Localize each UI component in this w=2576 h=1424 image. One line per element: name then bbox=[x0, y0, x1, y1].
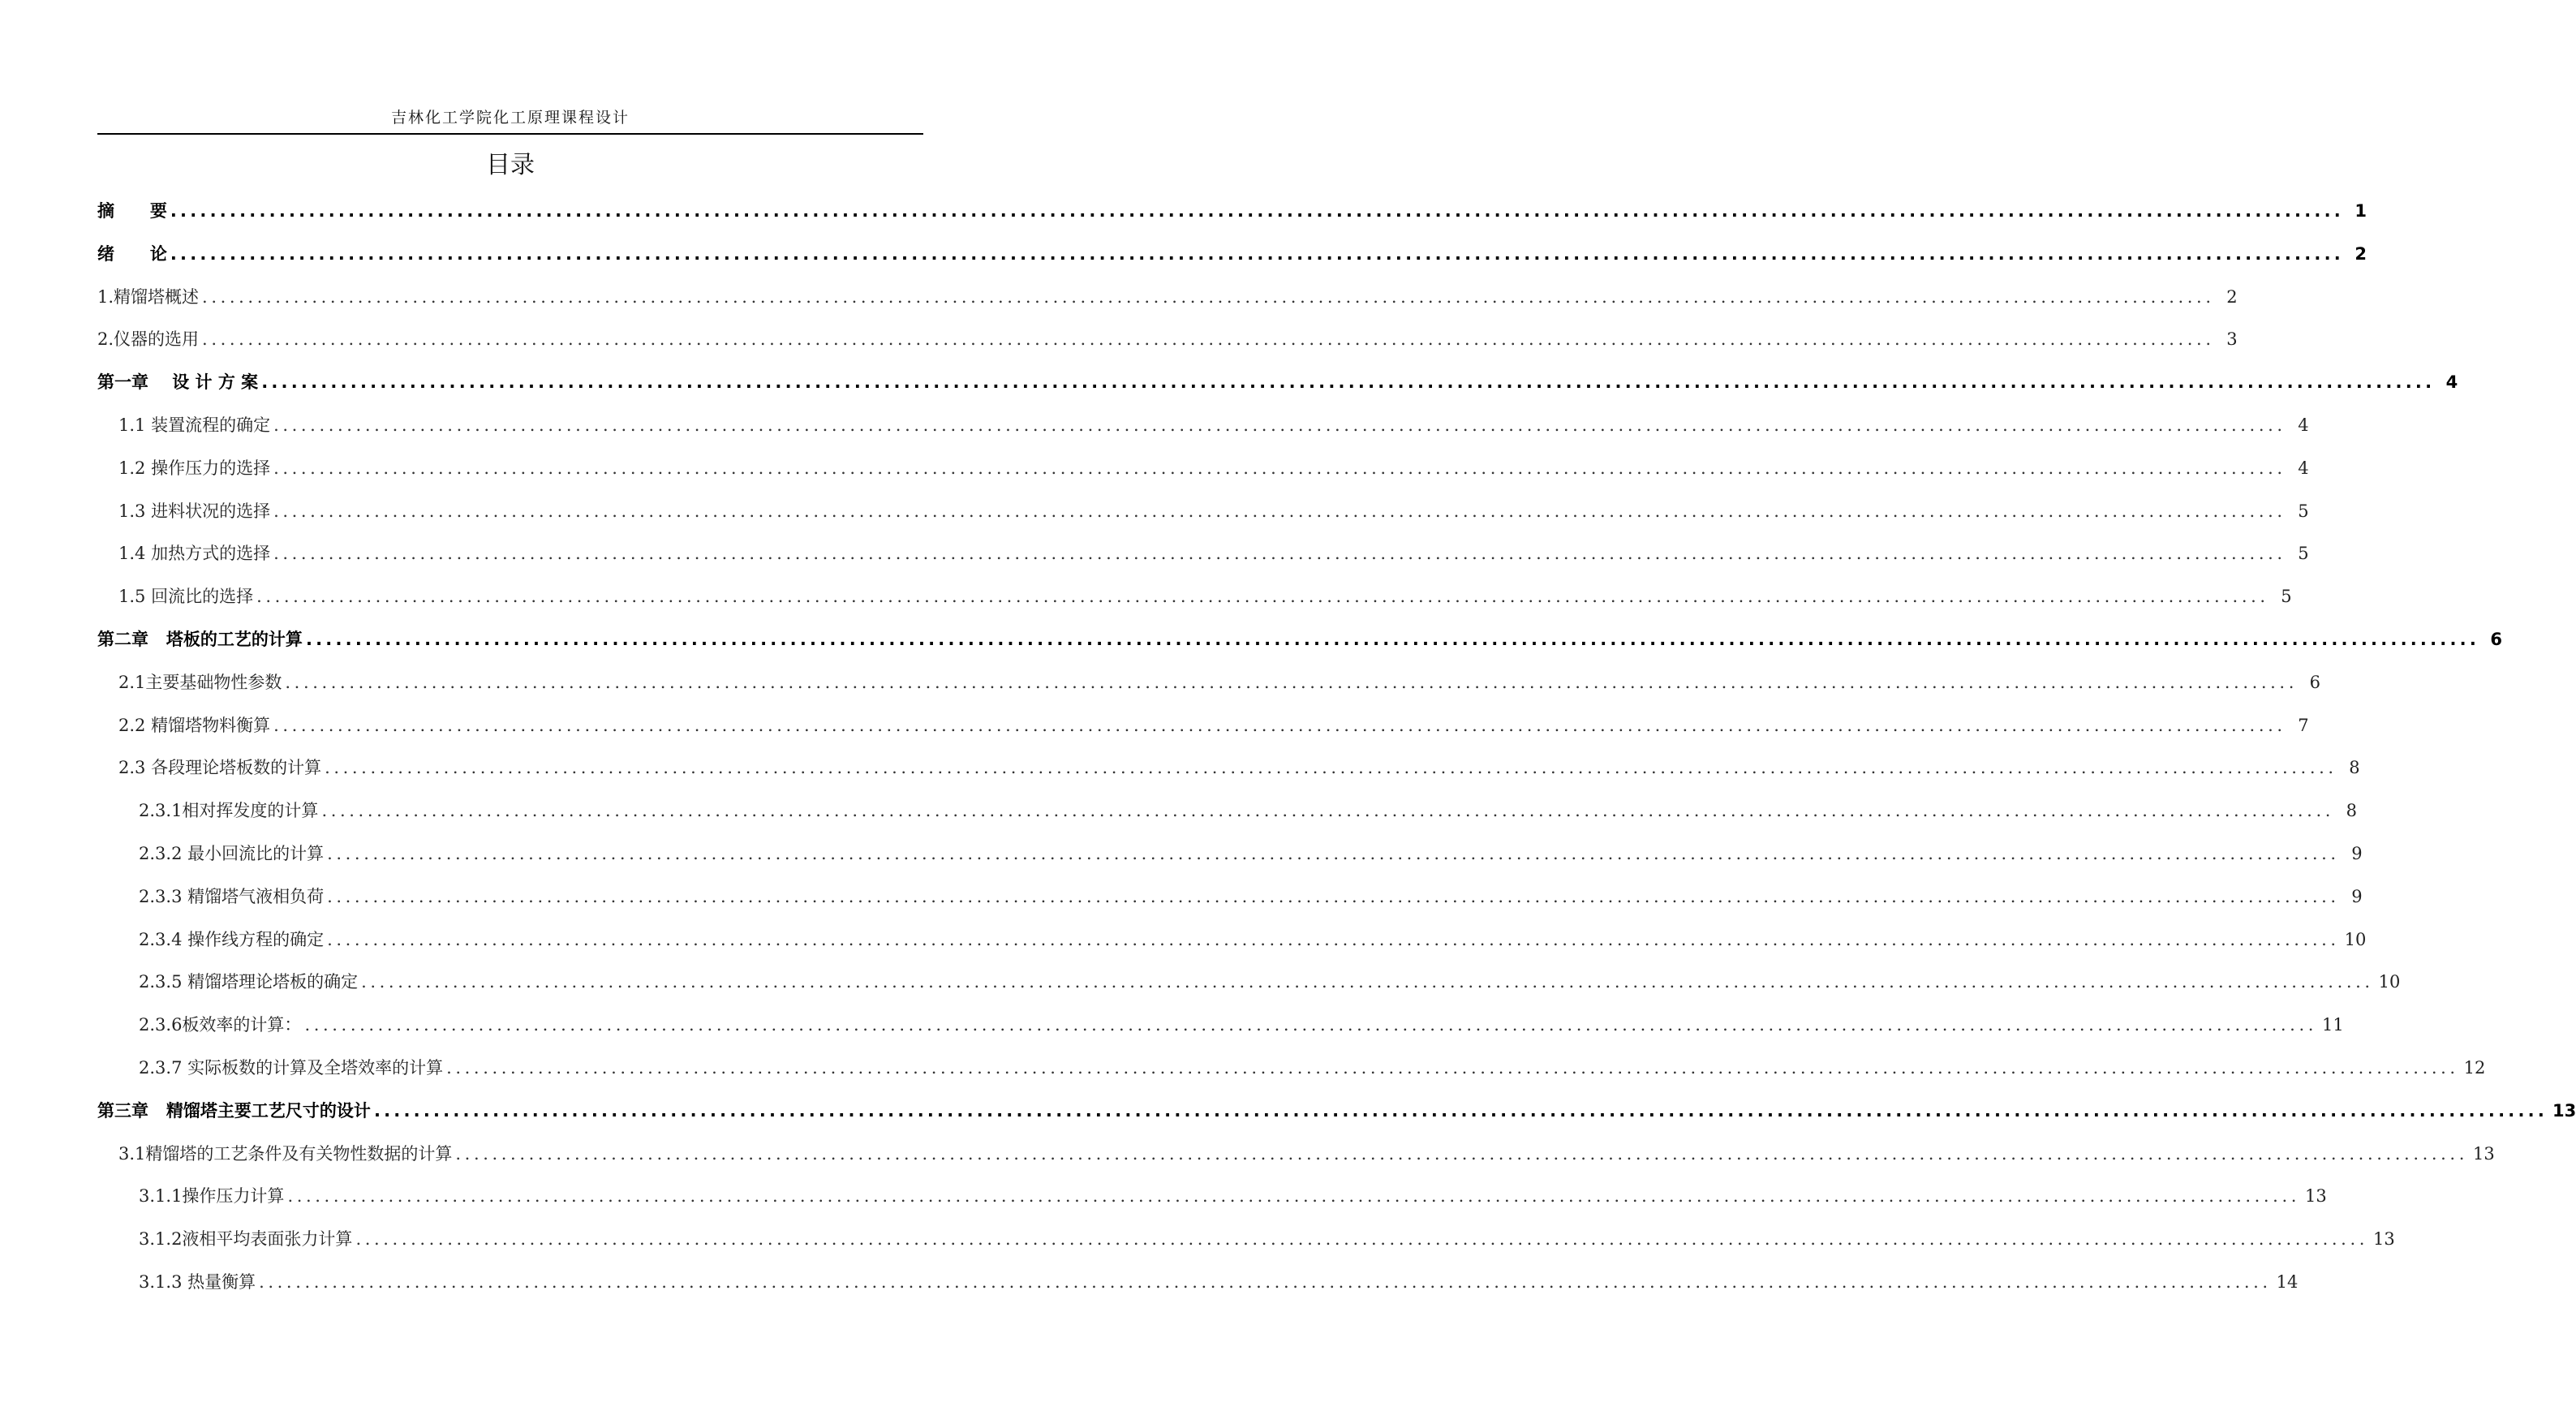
toc-entry[interactable] bbox=[97, 532, 2309, 575]
dot-leader: ............................................................................................................................................................................................................................ bbox=[455, 1143, 2468, 1164]
toc-entry[interactable] bbox=[97, 233, 2367, 276]
toc-entry[interactable] bbox=[97, 1004, 2344, 1047]
toc-entry[interactable] bbox=[97, 875, 2363, 919]
toc-entry-label: 3.1.2液相平均表面张力计算 bbox=[139, 1229, 353, 1250]
toc-entry-page-number: 5 bbox=[2298, 501, 2309, 521]
dot-leader: ............................................................................................................................................................................................................................ bbox=[321, 801, 2334, 821]
dot-leader: ............................................................................................................................................................................................................................ bbox=[273, 501, 2286, 521]
toc-entry-page-number: 10 bbox=[2344, 929, 2367, 949]
toc-entry-label: 2.3.3 精馏塔气液相负荷 bbox=[139, 886, 325, 906]
toc-entry-page-number: 4 bbox=[2298, 415, 2309, 435]
dot-leader: ............................................................................................................................................................................................................................ bbox=[327, 843, 2340, 863]
dot-leader: ............................................................................................................................................................................................................................ bbox=[256, 587, 2269, 607]
dot-leader: ............................................................................................................................................................................................................................ bbox=[259, 1271, 2272, 1292]
toc-entry[interactable] bbox=[97, 318, 2238, 361]
toc-entry[interactable] bbox=[97, 789, 2357, 832]
toc-entry-page-number: 13 bbox=[2552, 1100, 2576, 1121]
running-header: 吉林化工学院化工原理课程设计 bbox=[390, 109, 630, 127]
toc-entry[interactable] bbox=[97, 832, 2363, 875]
dot-leader: ............................................................................................................................................................................................................................ bbox=[273, 458, 2286, 478]
toc-entry-label: 2.3.7 实际板数的计算及全塔效率的计算 bbox=[139, 1057, 444, 1078]
toc-title: 目录 bbox=[486, 151, 535, 179]
toc-entry[interactable] bbox=[97, 661, 2320, 704]
toc-entry-label: 3.1.3 热量衡算 bbox=[139, 1271, 256, 1292]
toc-entry[interactable] bbox=[97, 1175, 2327, 1218]
toc-entry[interactable] bbox=[97, 490, 2309, 533]
dot-leader: ............................................................................................................................................................................................................................ bbox=[373, 1100, 2548, 1121]
dot-leader: ............................................................................................................................................................................................................................ bbox=[361, 972, 2374, 992]
toc-entry[interactable] bbox=[97, 746, 2360, 789]
toc-entry-label: 第一章 设 计 方 案 bbox=[97, 372, 259, 393]
dot-leader: ............................................................................................................................................................................................................................ bbox=[202, 329, 2215, 350]
toc-entry-page-number: 5 bbox=[2298, 544, 2309, 564]
toc-entry-label: 2.3.4 操作线方程的确定 bbox=[139, 929, 325, 949]
toc-entry-page-number: 13 bbox=[2305, 1186, 2327, 1207]
toc-entry-page-number: 5 bbox=[2281, 587, 2292, 607]
dot-leader: ............................................................................................................................................................................................................................ bbox=[273, 544, 2286, 564]
toc-entry-page-number: 13 bbox=[2472, 1143, 2495, 1164]
toc-entry-page-number: 6 bbox=[2490, 629, 2502, 649]
toc-entry-page-number: 4 bbox=[2445, 372, 2458, 393]
dot-leader: ............................................................................................................................................................................................................................ bbox=[325, 758, 2337, 778]
toc-entry-label: 1.精馏塔概述 bbox=[97, 286, 200, 307]
toc-entry[interactable] bbox=[97, 276, 2238, 319]
toc-entry-label: 第二章 塔板的工艺的计算 bbox=[97, 629, 303, 649]
toc-entry-label: 3.1精馏塔的工艺条件及有关物性数据的计算 bbox=[118, 1143, 453, 1164]
dot-leader: ............................................................................................................................................................................................................................ bbox=[202, 286, 2215, 307]
toc-entry-label: 2.3.2 最小回流比的计算 bbox=[139, 843, 325, 863]
toc-entry[interactable] bbox=[97, 447, 2309, 490]
toc-entry[interactable] bbox=[97, 618, 2502, 661]
toc-entry-page-number: 8 bbox=[2346, 801, 2357, 821]
dot-leader: ............................................................................................................................................................................................................................ bbox=[446, 1057, 2459, 1078]
toc-entry-label: 2.3.5 精馏塔理论塔板的确定 bbox=[139, 972, 359, 992]
toc-entry-label: 2.仪器的选用 bbox=[97, 329, 200, 350]
toc-entry-page-number: 11 bbox=[2322, 1015, 2344, 1035]
dot-leader: ............................................................................................................................................................................................................................ bbox=[273, 415, 2286, 435]
dot-leader: ............................................................................................................................................................................................................................ bbox=[355, 1229, 2368, 1250]
toc-entry-label: 2.2 精馏塔物料衡算 bbox=[118, 715, 271, 735]
toc-entry-page-number: 10 bbox=[2378, 972, 2401, 992]
toc-entry[interactable] bbox=[97, 1261, 2299, 1304]
toc-entry[interactable] bbox=[97, 1047, 2486, 1090]
toc-entry-page-number: 7 bbox=[2298, 715, 2309, 735]
toc-entry[interactable] bbox=[97, 361, 2458, 404]
toc-entry-page-number: 2 bbox=[2355, 243, 2367, 264]
toc-entry-page-number: 9 bbox=[2351, 886, 2363, 906]
toc-entry-page-number: 1 bbox=[2355, 201, 2367, 221]
toc-entry-label: 2.1主要基础物性参数 bbox=[118, 672, 282, 692]
toc-entry-label: 3.1.1操作压力计算 bbox=[139, 1186, 285, 1207]
toc-entry[interactable] bbox=[97, 404, 2309, 447]
toc-entry-label: 2.3.6板效率的计算： bbox=[139, 1015, 302, 1035]
dot-leader: ............................................................................................................................................................................................................................ bbox=[327, 886, 2340, 906]
toc-entry[interactable] bbox=[97, 190, 2367, 233]
dot-leader: ............................................................................................................................................................................................................................ bbox=[304, 1015, 2317, 1035]
toc-entry-page-number: 9 bbox=[2351, 843, 2363, 863]
dot-leader: ............................................................................................................................................................................................................................ bbox=[285, 672, 2298, 692]
toc-entry-page-number: 8 bbox=[2349, 758, 2360, 778]
toc-entry-label: 1.2 操作压力的选择 bbox=[118, 458, 271, 478]
dot-leader: ............................................................................................................................................................................................................................ bbox=[170, 201, 2344, 221]
header-rule bbox=[97, 133, 923, 135]
toc-entry-label: 1.4 加热方式的选择 bbox=[118, 544, 271, 564]
toc-entry-label: 1.1 装置流程的确定 bbox=[118, 415, 271, 435]
toc-entry-label: 2.3.1相对挥发度的计算 bbox=[139, 801, 319, 821]
toc-entry-page-number: 2 bbox=[2226, 286, 2238, 307]
toc-entry[interactable] bbox=[97, 1133, 2495, 1176]
toc-entry-page-number: 13 bbox=[2373, 1229, 2395, 1250]
toc-entry[interactable] bbox=[97, 1218, 2395, 1261]
toc-entry-page-number: 14 bbox=[2276, 1271, 2299, 1292]
toc-entry-page-number: 12 bbox=[2463, 1057, 2486, 1078]
toc-entry-label: 第三章 精馏塔主要工艺尺寸的设计 bbox=[97, 1100, 371, 1121]
toc-entry[interactable] bbox=[97, 704, 2309, 747]
toc-entry[interactable] bbox=[97, 919, 2367, 962]
toc-entry-label: 2.3 各段理论塔板数的计算 bbox=[118, 758, 322, 778]
dot-leader: ............................................................................................................................................................................................................................ bbox=[170, 243, 2344, 264]
toc-entry[interactable] bbox=[97, 1090, 2576, 1133]
toc-entry-label: 摘 要 bbox=[97, 201, 167, 221]
dot-leader: ............................................................................................................................................................................................................................ bbox=[273, 715, 2286, 735]
toc-entry-page-number: 3 bbox=[2226, 329, 2238, 350]
toc-entry-label: 绪 论 bbox=[97, 243, 167, 264]
toc-entry-label: 1.5 回流比的选择 bbox=[118, 587, 254, 607]
dot-leader: ............................................................................................................................................................................................................................ bbox=[305, 629, 2479, 649]
dot-leader: ............................................................................................................................................................................................................................ bbox=[287, 1186, 2300, 1207]
toc-entry[interactable] bbox=[97, 961, 2401, 1004]
toc-entry[interactable] bbox=[97, 575, 2292, 618]
dot-leader: ............................................................................................................................................................................................................................ bbox=[327, 929, 2340, 949]
toc-entry-label: 1.3 进料状况的选择 bbox=[118, 501, 271, 521]
table-of-contents bbox=[97, 190, 2576, 1304]
toc-entry-page-number: 4 bbox=[2298, 458, 2309, 478]
toc-entry-page-number: 6 bbox=[2309, 672, 2320, 692]
dot-leader: ............................................................................................................................................................................................................................ bbox=[261, 372, 2436, 393]
